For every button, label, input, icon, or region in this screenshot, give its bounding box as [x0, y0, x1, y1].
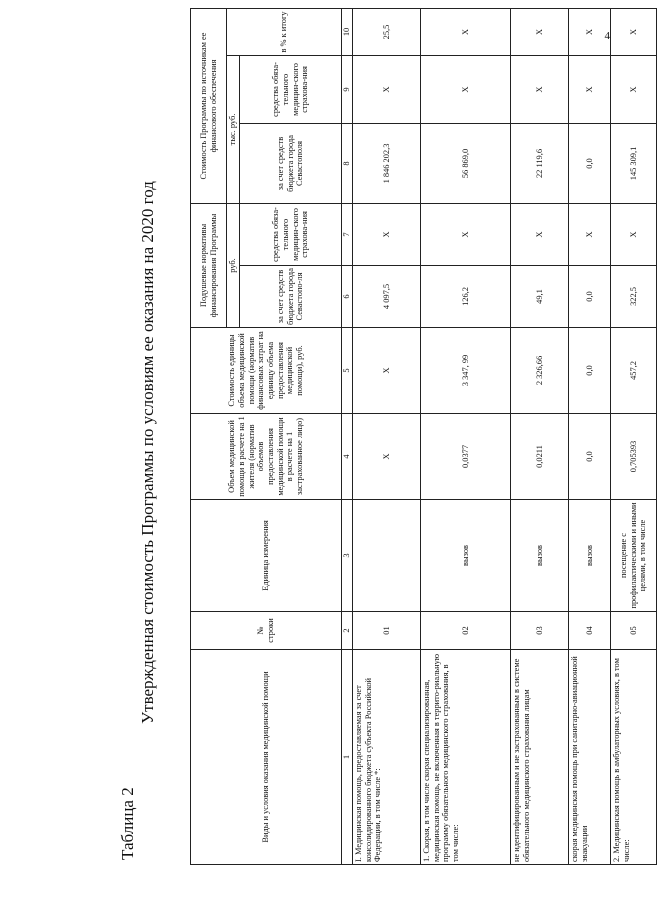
- row-pc-budget: 126,2: [421, 266, 511, 328]
- row-percent: Х: [569, 8, 611, 55]
- row-unit-cost: Х: [353, 328, 421, 414]
- table-row: [569, 8, 611, 864]
- row-name: 2. Медицинская помощь в амбулаторных условиях, в том числе:: [611, 650, 657, 865]
- table-row: [421, 8, 511, 864]
- header-unit: Единица измерения: [191, 500, 342, 612]
- row-percent: Х: [511, 8, 569, 55]
- row-unit-cost: 3 347, 99: [421, 328, 511, 414]
- row-cost-oms: Х: [353, 55, 421, 123]
- col-num: 4: [342, 414, 353, 500]
- row-name: I. Медицинская помощь, предоставляемая за счет консолидированного бюджета субъекта Российской Федерации, в том числе *:: [353, 650, 421, 865]
- row-cost-oms: Х: [511, 55, 569, 123]
- row-cost-oms: Х: [611, 55, 657, 123]
- row-volume: 0,0211: [511, 414, 569, 500]
- row-pc-oms: Х: [611, 203, 657, 265]
- row-pc-oms: Х: [569, 203, 611, 265]
- header-pc-oms: средства обяза-тельного медицин-ского страхова-ния: [240, 203, 342, 265]
- header-cost-oms: средства обяза-тельного медицин-ского страхова-ния: [240, 55, 342, 123]
- col-num: 7: [342, 203, 353, 265]
- row-percent: 25,5: [353, 8, 421, 55]
- row-no: 04: [569, 612, 611, 650]
- row-cost-budget: 22 119,6: [511, 123, 569, 203]
- row-cost-budget: 0,0: [569, 123, 611, 203]
- row-volume: 0,0: [569, 414, 611, 500]
- table-row: [611, 8, 657, 864]
- header-percent: в % к итогу: [227, 8, 342, 55]
- header-per-capita: Подушевые нормативы финансирования Программы: [191, 203, 227, 327]
- row-pc-budget: 0,0: [569, 266, 611, 328]
- header-cost: Стоимость Программы по источникам ее финансового обеспечения: [191, 8, 227, 203]
- row-unit-cost: 457,2: [611, 328, 657, 414]
- col-num: 3: [342, 500, 353, 612]
- header-pc-budget: за счет средств бюджета города Севастопо-ля: [240, 266, 342, 328]
- col-num: 2: [342, 612, 353, 650]
- row-cost-budget: 1 846 202,3: [353, 123, 421, 203]
- row-volume: 0,0377: [421, 414, 511, 500]
- row-pc-budget: 4 097,5: [353, 266, 421, 328]
- header-cost-budget: за счет средств бюджета города Севастополя: [240, 123, 342, 203]
- row-percent: Х: [611, 8, 657, 55]
- column-numbers-row: [342, 8, 353, 864]
- row-name: не идентифицированным и не застрахованным в системе обязательного медицинского страхования лицам: [511, 650, 569, 865]
- header-types: Виды и условия оказания медицинской помощи: [191, 650, 342, 865]
- row-pc-oms: Х: [511, 203, 569, 265]
- row-unit: вызов: [421, 500, 511, 612]
- row-no: 02: [421, 612, 511, 650]
- row-pc-oms: Х: [353, 203, 421, 265]
- table-row: [511, 8, 569, 864]
- row-pc-oms: Х: [421, 203, 511, 265]
- header-volume: Объем медицинской помощи в расчете на 1 жителя (норматив объемов предоставления медицинской помощи в расчете на 1 застрахованное лицо): [191, 414, 342, 500]
- row-unit-cost: 2 326,66: [511, 328, 569, 414]
- table-title: Утвержденная стоимость Программы по условиям ее оказания на 2020 год: [138, 181, 157, 724]
- col-num: 10: [342, 8, 353, 55]
- row-unit-cost: 0,0: [569, 328, 611, 414]
- header-per-capita-unit: руб.: [227, 203, 240, 327]
- row-cost-oms: Х: [421, 55, 511, 123]
- row-name: 1. Скорая, в том числе скорая специализированная, медицинская помощь, не включенная в террито-риальную программу обязательного медицинского страхования, в том числе:: [421, 650, 511, 865]
- col-num: 9: [342, 55, 353, 123]
- row-unit: вызов: [569, 500, 611, 612]
- header-row-no: № строки: [191, 612, 342, 650]
- row-volume: 0,705393: [611, 414, 657, 500]
- table-row: [353, 8, 421, 864]
- row-unit: [353, 500, 421, 612]
- col-num: 5: [342, 328, 353, 414]
- header-unit-cost: Стоимость единицы объема медицинской помощи (норматив финансовых затрат на единицу объема предоставления медицинской помощи), руб.: [191, 328, 342, 414]
- col-num: 1: [342, 650, 353, 865]
- row-name: скорая медицинская помощь при санитарно-авиационной эвакуации: [569, 650, 611, 865]
- row-pc-budget: 322,5: [611, 266, 657, 328]
- col-num: 8: [342, 123, 353, 203]
- row-cost-budget: 56 869,0: [421, 123, 511, 203]
- row-no: 03: [511, 612, 569, 650]
- col-num: 6: [342, 266, 353, 328]
- row-unit: посещение с профилактическими и иными целями, в том числе: [611, 500, 657, 612]
- page-number: 4: [604, 30, 610, 42]
- header-cost-unit: тыс. руб.: [227, 55, 240, 203]
- row-no: 01: [353, 612, 421, 650]
- row-unit: вызов: [511, 500, 569, 612]
- row-pc-budget: 49,1: [511, 266, 569, 328]
- row-volume: Х: [353, 414, 421, 500]
- row-percent: Х: [421, 8, 511, 55]
- row-cost-budget: 145 309,1: [611, 123, 657, 203]
- row-no: 05: [611, 612, 657, 650]
- table-label: Таблица 2: [118, 787, 137, 860]
- cost-table: [190, 8, 657, 865]
- row-cost-oms: Х: [569, 55, 611, 123]
